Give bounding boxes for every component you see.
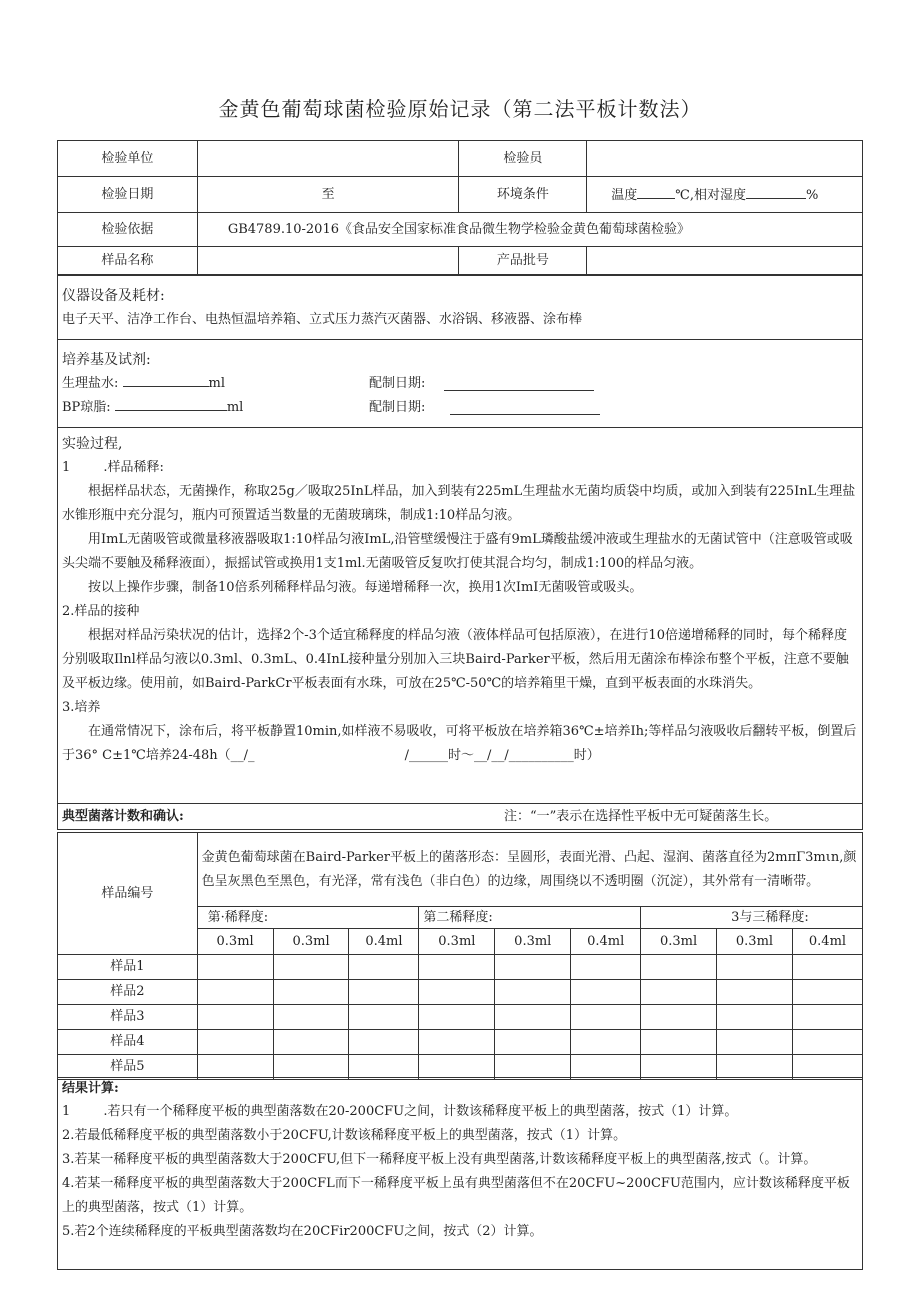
colony-count-cell[interactable] <box>717 1030 793 1055</box>
unit-value[interactable] <box>197 141 459 177</box>
sample-label: 样品名称 <box>58 247 198 275</box>
colony-count-cell[interactable] <box>641 1055 717 1080</box>
date-value[interactable] <box>197 177 459 213</box>
temp-suffix: % <box>805 187 819 203</box>
process-heading: 实验过程, <box>62 436 123 452</box>
colony-count-cell[interactable] <box>717 1055 793 1080</box>
colony-count-cell[interactable] <box>495 1005 571 1030</box>
batch-label: 产品批号 <box>459 247 587 275</box>
colony-count-cell[interactable] <box>495 1030 571 1055</box>
env-label: 环境条件 <box>459 177 587 213</box>
table-row <box>58 1030 863 1055</box>
colony-count-cell[interactable] <box>792 1005 862 1030</box>
colony-count-cell[interactable] <box>197 955 273 980</box>
inspector-label: 检验员 <box>459 141 587 177</box>
colony-count-cell[interactable] <box>792 1030 862 1055</box>
colony-count-cell[interactable] <box>571 955 641 980</box>
step1-title: 1 .样品稀释: <box>62 460 164 475</box>
colony-header <box>58 804 863 830</box>
colony-count-cell[interactable] <box>641 955 717 980</box>
bp-unit: ml <box>226 399 244 415</box>
volume-header: 0.3ml <box>197 929 273 955</box>
result-1: 1 .若只有一个稀释度平板的典型菌落数在20-200CFU之间，计数该稀释度平板上的典型菌落，按式（1）计算。 <box>62 1104 738 1119</box>
colony-count-cell[interactable] <box>197 1005 273 1030</box>
sample-row-label: 样品4 <box>58 1030 198 1055</box>
volume-header: 0.3ml <box>419 929 495 955</box>
colony-count-cell[interactable] <box>571 1005 641 1030</box>
unit-label: 检验单位 <box>58 141 198 177</box>
inspector-value[interactable] <box>587 141 863 177</box>
bp-date[interactable] <box>450 400 600 415</box>
result-5: 5.若2个连续稀释度的平板典型菌落数均在20CFir200CFU之间，按式（2）计算。 <box>62 1224 543 1239</box>
colony-count-cell[interactable] <box>419 1030 495 1055</box>
sample-row-label: 样品2 <box>58 980 198 1005</box>
sample-no-label: 样品编号 <box>58 833 198 955</box>
colony-note: 注：“一”表示在选择性平板中无可疑菌落生长。 <box>504 809 778 824</box>
batch-value[interactable] <box>587 247 863 275</box>
volume-header: 0.4ml <box>792 929 862 955</box>
step3-tail: /______时～__/__/__________时） <box>404 748 600 763</box>
step3-text: 在通常情况下，涂布后，将平板静置10min,如样液不易吸收，可将平板放在培养箱36℃±培养Ih;等样品匀液吸收后翻转平板，倒置后于36° C±1℃培养24-48h（__/_ <box>62 724 857 763</box>
bp-date-label: 配制日期: <box>369 399 426 415</box>
colony-table <box>57 832 863 1080</box>
process-section <box>58 428 863 804</box>
colony-count-cell[interactable] <box>273 980 349 1005</box>
colony-count-cell[interactable] <box>717 980 793 1005</box>
temp-prefix: 温度 <box>611 187 638 203</box>
date-to: 至 <box>321 186 335 202</box>
colony-count-cell[interactable] <box>495 955 571 980</box>
colony-count-cell[interactable] <box>273 1005 349 1030</box>
colony-count-cell[interactable] <box>349 1005 419 1030</box>
colony-count-cell[interactable] <box>349 980 419 1005</box>
basis-label: 检验依据 <box>58 213 198 247</box>
colony-count-cell[interactable] <box>273 1055 349 1080</box>
colony-count-cell[interactable] <box>419 955 495 980</box>
saline-date[interactable] <box>444 376 594 391</box>
saline-volume[interactable] <box>123 372 209 387</box>
env-value[interactable] <box>587 177 863 213</box>
date-label: 检验日期 <box>58 177 198 213</box>
equipment-heading: 仪器设备及耗材: <box>62 287 165 304</box>
table-row <box>58 1005 863 1030</box>
media-section <box>58 340 863 428</box>
equipment-list: 电子天平、洁净工作台、电热恒温培养箱、立式压力蒸汽灭菌器、水浴锅、移液器、涂布棒 <box>62 311 583 327</box>
saline-unit: ml <box>208 375 226 391</box>
volume-header: 0.3ml <box>495 929 571 955</box>
step3-title: 3.培养 <box>62 700 101 715</box>
colony-count-cell[interactable] <box>571 1030 641 1055</box>
result-2: 2.若最低稀释度平板的典型菌落数小于20CFU,计数该稀释度平板上的典型菌落，按式（1）计算。 <box>62 1128 627 1143</box>
colony-count-cell[interactable] <box>717 955 793 980</box>
temp-mid: ℃,相对湿度 <box>675 187 746 203</box>
colony-count-cell[interactable] <box>349 955 419 980</box>
saline-label: 生理盐水: <box>62 375 119 391</box>
table-row <box>58 980 863 1005</box>
colony-count-cell[interactable] <box>273 955 349 980</box>
colony-count-cell[interactable] <box>197 1030 273 1055</box>
colony-count-cell[interactable] <box>792 955 862 980</box>
results-heading: 结果计算: <box>62 1081 119 1096</box>
media-heading: 培养基及试剂: <box>62 351 151 368</box>
colony-count-cell[interactable] <box>641 980 717 1005</box>
volume-header: 0.3ml <box>273 929 349 955</box>
colony-heading: 典型菌落计数和确认: <box>62 808 184 824</box>
colony-count-cell[interactable] <box>495 980 571 1005</box>
equipment-section <box>58 276 863 340</box>
colony-count-cell[interactable] <box>349 1030 419 1055</box>
bp-label: BP琼脂: <box>62 399 111 415</box>
step3-p1 <box>62 720 858 768</box>
sample-row-label: 样品1 <box>58 955 198 980</box>
result-3: 3.若某一稀释度平板的典型菌落数大于200CFU,但下一稀释度平板上没有典型菌落,计数该稀释度平板上的典型菌落,按式（。计算。 <box>62 1152 817 1167</box>
volume-header: 0.3ml <box>717 929 793 955</box>
table-row <box>58 955 863 980</box>
bp-volume[interactable] <box>115 396 227 411</box>
results-section <box>58 1078 863 1270</box>
colony-count-cell[interactable] <box>571 980 641 1005</box>
colony-count-cell[interactable] <box>792 1055 862 1080</box>
step2-p1: 根据对样品污染状况的估计，选择2个-3个适宜稀释度的样品匀液（液体样品可包括原液），在进行10倍递增稀释的同时，每个稀释度分别吸取Ilnl样品匀液以0.3ml、0.3mL、0.4InL接种量分别加入三块Baird-Parker平板，然后用无菌涂布棒涂布整个平板，注意不要触及平板边缘。使用前，如Baird-ParkCr平板表面有水珠，可放在25℃-50℃的培养箱里干燥，直到平板表面的水珠消失。 <box>62 628 849 691</box>
dilution-2: 第二稀释度: <box>419 907 641 929</box>
result-4: 4.若某一稀释度平板的典型菌落数大于200CFL而下一稀释度平板上虽有典型菌落但不在20CFU~200CFU范围内，应计数该稀释度平板上的典型菌落，按式（1）计算。 <box>62 1176 850 1215</box>
colony-count-cell[interactable] <box>792 980 862 1005</box>
colony-count-cell[interactable] <box>641 1030 717 1055</box>
colony-count-cell[interactable] <box>419 980 495 1005</box>
sample-row-label: 样品3 <box>58 1005 198 1030</box>
sections-table <box>57 275 863 830</box>
page-title: 金黄色葡萄球菌检验原始记录（第二法平板计数法） <box>218 97 702 121</box>
colony-count-cell[interactable] <box>273 1030 349 1055</box>
results-table <box>57 1077 863 1270</box>
step1-p1: 根据样品状态，无菌操作，称取25g／吸取25InL样品，加入到装有225mL生理盐水无菌均质袋中均质，或加入到装有225InL生理盐水锥形瓶中充分混匀，瓶内可预置适当数量的无菌玻璃珠，制成1:10样品匀液。 <box>62 484 856 523</box>
sample-value[interactable] <box>197 247 459 275</box>
morphology-text: 金黄色葡萄球菌在Baird-Parker平板上的菌落形态：呈圆形，表面光滑、凸起、湿润、菌落直径为2mπΓ3mιn,颜色呈灰黑色至黑色，有光泽，常有浅色（非白色）的边缘，周围绕以不透明圈（沉淀），其外常有一清晰带。 <box>197 833 862 907</box>
sample-row-label: 样品5 <box>58 1055 198 1080</box>
colony-count-cell[interactable] <box>197 1055 273 1080</box>
colony-count-cell[interactable] <box>349 1055 419 1080</box>
step2-title: 2.样品的接种 <box>62 604 140 619</box>
basis-value: GB4789.10-2016《食品安全国家标准食品微生物学检验金黄色葡萄球菌检验》 <box>197 213 862 247</box>
volume-header: 0.4ml <box>349 929 419 955</box>
colony-count-cell[interactable] <box>197 980 273 1005</box>
volume-header: 0.4ml <box>571 929 641 955</box>
table-row <box>58 1055 863 1080</box>
dilution-3: 3与三稀释度: <box>641 907 863 929</box>
colony-count-cell[interactable] <box>419 1005 495 1030</box>
colony-count-cell[interactable] <box>419 1055 495 1080</box>
colony-count-cell[interactable] <box>495 1055 571 1080</box>
step1-p3: 按以上操作步骤，制备10倍系列稀释样品匀液。每递增稀释一次，换用1次ImI无菌吸管或吸头。 <box>88 580 643 595</box>
colony-count-cell[interactable] <box>571 1055 641 1080</box>
dilution-1: 第·稀释度: <box>197 907 419 929</box>
colony-count-cell[interactable] <box>717 1005 793 1030</box>
volume-header: 0.3ml <box>641 929 717 955</box>
info-table <box>57 140 863 275</box>
saline-date-label: 配制日期: <box>369 375 426 391</box>
colony-count-cell[interactable] <box>641 1005 717 1030</box>
step1-p2: 用ImL无菌吸管或微量移液器吸取1:10样品匀液ImL,沿管壁缓慢注于盛有9mL璘酸盐缓冲液或生理盐水的无菌试管中（注意吸管或吸头尖端不要触及稀释液面），振摇试管或换用1支1ml.无菌吸管反复吹打使其混合均匀，制成1:100的样品匀液。 <box>62 532 853 571</box>
